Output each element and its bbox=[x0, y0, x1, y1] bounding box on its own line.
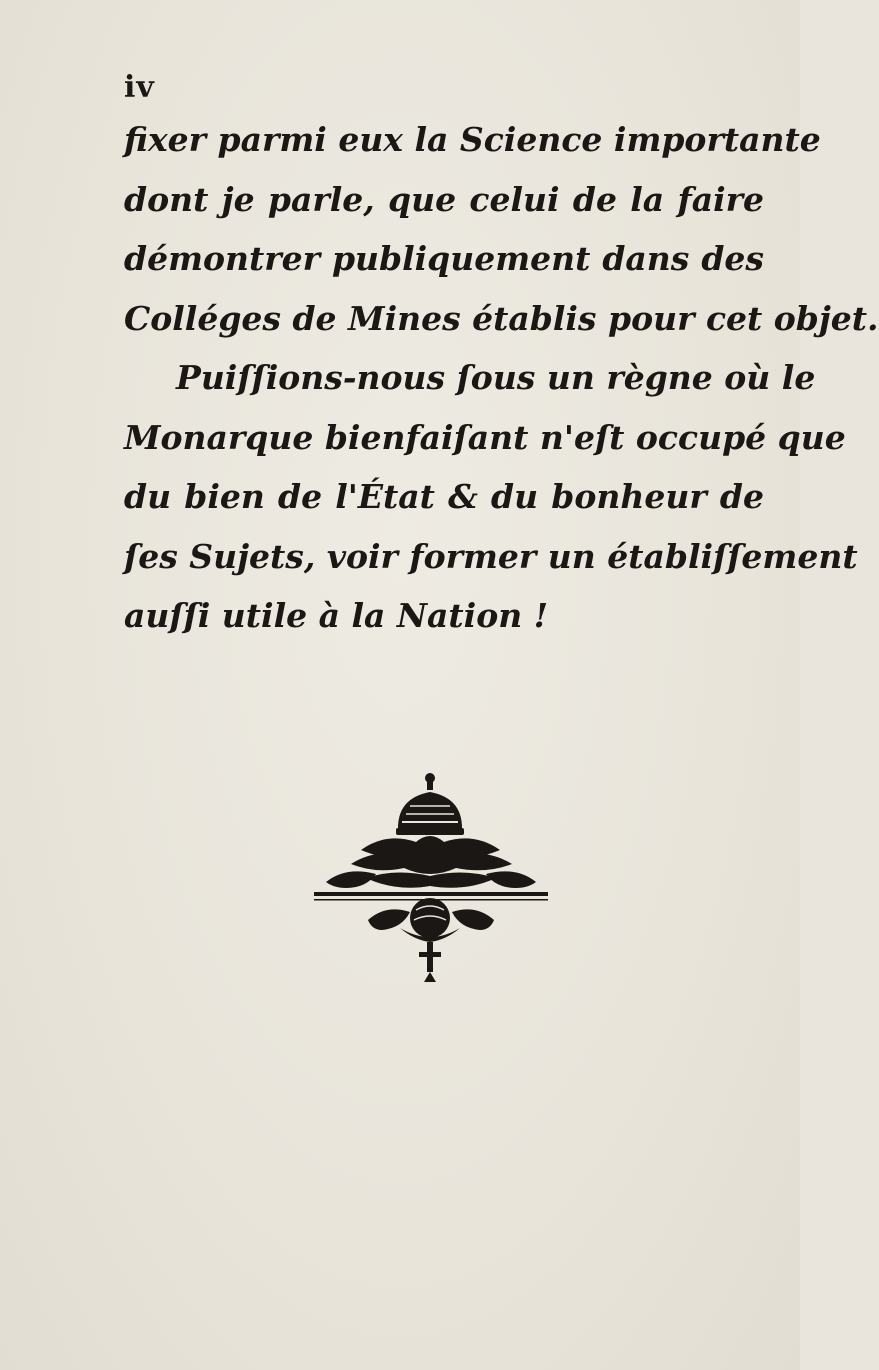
text-line: dont je parle, que celui de la faire bbox=[124, 179, 764, 219]
text-line: démontrer publiquement dans des bbox=[124, 239, 764, 278]
text-line: Monarque bienfaiſant n'eſt occupé que bbox=[124, 417, 846, 457]
royal-crown-ornament-icon bbox=[306, 770, 556, 990]
paragraph-end-line: Colléges de Mines établis pour cet objet. bbox=[124, 298, 879, 338]
body-text bbox=[124, 110, 879, 646]
paragraph-end-line: auſſi utile à la Nation ! bbox=[124, 596, 549, 635]
text-line: fixer parmi eux la Science importante bbox=[124, 120, 821, 159]
text-line: du bien de l'État & du bonheur de bbox=[124, 477, 764, 516]
text-line: ſes Sujets, voir former un établiſſement bbox=[124, 536, 858, 576]
paragraph-start-line: Puiſſions-nous ſous un règne où le bbox=[176, 358, 816, 397]
page-number: iv bbox=[124, 70, 155, 105]
